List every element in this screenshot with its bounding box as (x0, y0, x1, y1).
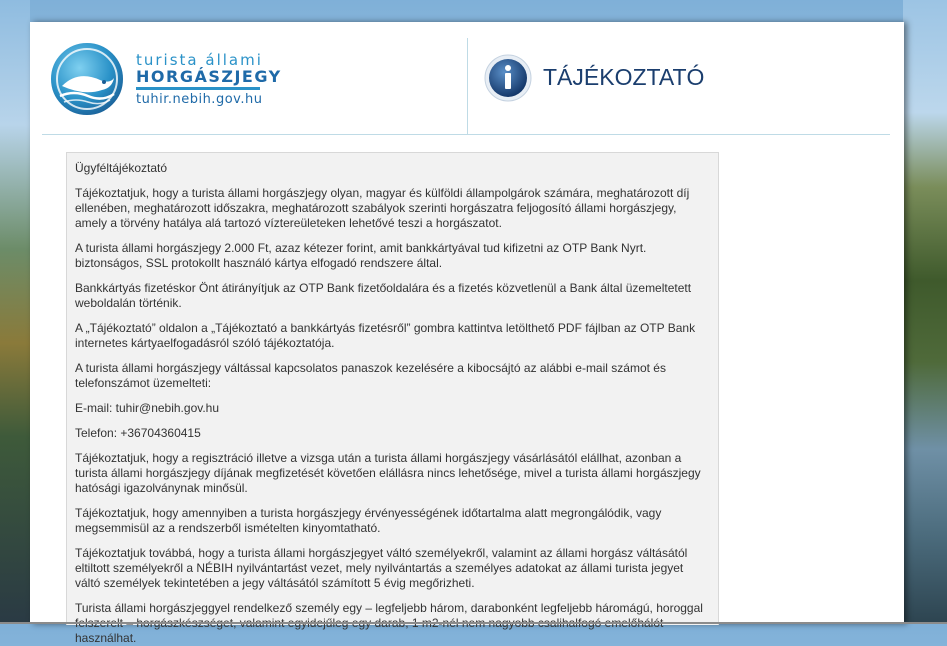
paragraph-reprint: Tájékoztatjuk, hogy amennyiben a turista horgászjegy érvényességének időtartalma alatt megrongálódik, vagy megsemmisül az a rendszerből ismételten kinyomtatható. (75, 506, 662, 535)
fish-logo-icon (48, 40, 126, 118)
logo-line1: turista állami (136, 51, 263, 69)
content-heading: Ügyféltájékoztató (75, 161, 168, 175)
paragraph-pdf: A „Tájékoztató” oldalon a „Tájékoztató a bankkártyás fizetésről” gombra kattintva letölthető PDF fájlban az OTP Bank internetes kártyaelfogadásról szóló tájékoztatója. (75, 321, 696, 350)
background-left (0, 0, 30, 624)
contact-email: E-mail: tuhir@nebih.gov.hu (75, 401, 220, 415)
paragraph-price: A turista állami horgászjegy 2.000 Ft, azaz kétezer forint, amit bankkártyával tud kifizetni az OTP Bank Nyrt. biztonságos, SSL protokollt használó kártya elfogadó rendszere által. (75, 241, 647, 270)
paragraph-registry: Tájékoztatjuk továbbá, hogy a turista állami horgászjegyet váltó személyekről, valamint az állami horgász váltásától eltiltott személyekről a NÉBIH nyilvántartást vezet, mely nyilvántartás a személyes adatokat az állami turista jegyet váltó személyek tekintetében a jegy váltásától számított 5 évig megőrizheti. (75, 546, 688, 590)
logo-text (136, 52, 282, 108)
info-content (67, 153, 718, 646)
info-content-box (66, 152, 719, 645)
site-logo-link[interactable] (48, 40, 282, 122)
paragraph-complaints: A turista állami horgászjegy váltással kapcsolatos panaszok kezelésére a kibocsájtó az alábbi e-mail számot és telefonszámot üzemelteti: (75, 361, 666, 390)
logo-underline (136, 87, 260, 90)
paragraph-equipment: Turista állami horgászjeggyel rendelkező személy egy – legfeljebb három, darabonként legfeljebb háromágú, horoggal használhat. (75, 601, 703, 645)
logo-line2: HORGÁSZJEGY (136, 67, 282, 86)
main-panel (30, 22, 904, 645)
header-separator (42, 134, 890, 135)
paragraph-intro: Tájékoztatjuk, hogy a turista állami horgászjegy olyan, magyar és külföldi állampolgárok számára, meghatározott díj ellenében, meghatározott időszakra, meghatározott szabályok szerinti horgászatra feljogosító állami horgászjegy, amely a törvény hatálya alá tartozó víztereületeken lehetővé teszi a horgászatot. (75, 186, 690, 230)
bottom-strip (0, 622, 947, 624)
logo-url: tuhir.nebih.gov.hu (136, 92, 263, 107)
paragraph-redirect: Bankkártyás fizetéskor Önt átirányítjuk az OTP Bank fizetőoldalára és a fizetés közvetlenül a Bank által üzemeltetett weboldalán történik. (75, 281, 692, 310)
contact-phone: Telefon: +36704360415 (75, 426, 201, 440)
page-header (30, 22, 904, 135)
header-divider (467, 38, 468, 135)
paragraph-withdrawal: Tájékoztatjuk, hogy a regisztráció illetve a vizsga után a turista állami horgászjegy vásárlásától elállhat, azonban a turista állami horgászjegy díjának megfizetését követően elállásra nincs lehetősége, mivel a turista állami horgászjegy hatósági igazolványnak minősül. (75, 451, 701, 495)
page-title: TÁJÉKOZTATÓ (543, 64, 705, 90)
background-right (903, 0, 947, 624)
info-icon (484, 54, 532, 102)
